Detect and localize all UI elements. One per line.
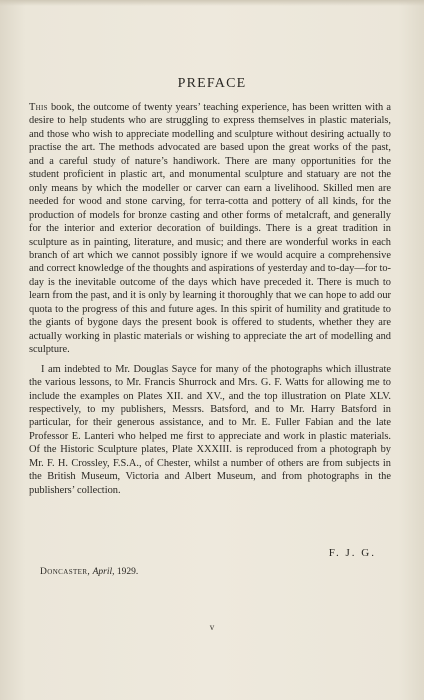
- place-name: Doncaster,: [40, 567, 91, 577]
- lead-word: This: [29, 102, 48, 113]
- paragraph-1-text: book, the outcome of twenty years’ teaching experience, has been written with a desire to help students who are struggling to express themselves in plastic materials, and those who wish to appreciate modelling and sculpture without desiring actually to practise the art. The methods advocated are based upon the great works of the past, and a careful study of nature’s handiwork. There are many opportunities for the student proficient in plastic art, and monumental sculpture and statuary are not the only means by which the modeller or carver can earn a livelihood. Skilled men are needed for wood and stone carving, for terra-cotta and pottery of all kinds, for the production of models for bronze casting and other forms of metalcraft, and generally for the interior and exterior decoration of buildings. There is a great tradition in sculpture as in painting, literature, and music; and there are wonderful works in each branch of art which we cannot possibly ignore if we would acquire a comprehensive and correct knowledge of the thoughts and aspirations of yesterday and to-day—for to-day is the inevitable outcome of the days which have preceded it. There is much to learn from the past, and it is only by learning it thoroughly that we can hope to add our quota to the progress of this and future ages. In this spirit of humility and gratitude to the giants of bygone days the present book is offered to students, whether they are actually working in plastic materials or wishing to appreciate the art of modelling and sculpture.: [29, 102, 391, 356]
- page-number: v: [209, 622, 215, 632]
- place-and-date: [40, 567, 138, 577]
- page-top-shadow: [0, 0, 424, 6]
- date-year: 1929.: [116, 567, 139, 577]
- date-month: April,: [92, 567, 115, 577]
- page-heading: PREFACE: [177, 76, 247, 91]
- preface-paragraph-2: I am indebted to Mr. Douglas Sayce for many of the photographs which illustrate the various lessons, to Mr. Francis Shurrock and Mrs. G. F. Watts for allowing me to include the examples on Plates XII. and XV., and the top illustration on Plate XLV. respectively, to my publishers, Messrs. Batsford, and to Mr. Harry Batsford in particular, for their generous assistance, and to Mr. E. Fuller Fabian and the late Professor E. Lanteri who helped me first to appreciate and work in plastic materials. Of the Historic Sculpture plates, Plate XXXIII. is reproduced from a photograph by Mr. F. H. Crossley, F.S.A., of Chester, whilst a number of others are from subjects in the British Museum, Victoria and Albert Museum, and from photographs in the publishers’ collection.: [29, 363, 391, 496]
- preface-paragraph-1: [29, 101, 391, 357]
- author-initials: F. J. G.: [328, 547, 376, 559]
- preface-body: [29, 101, 391, 497]
